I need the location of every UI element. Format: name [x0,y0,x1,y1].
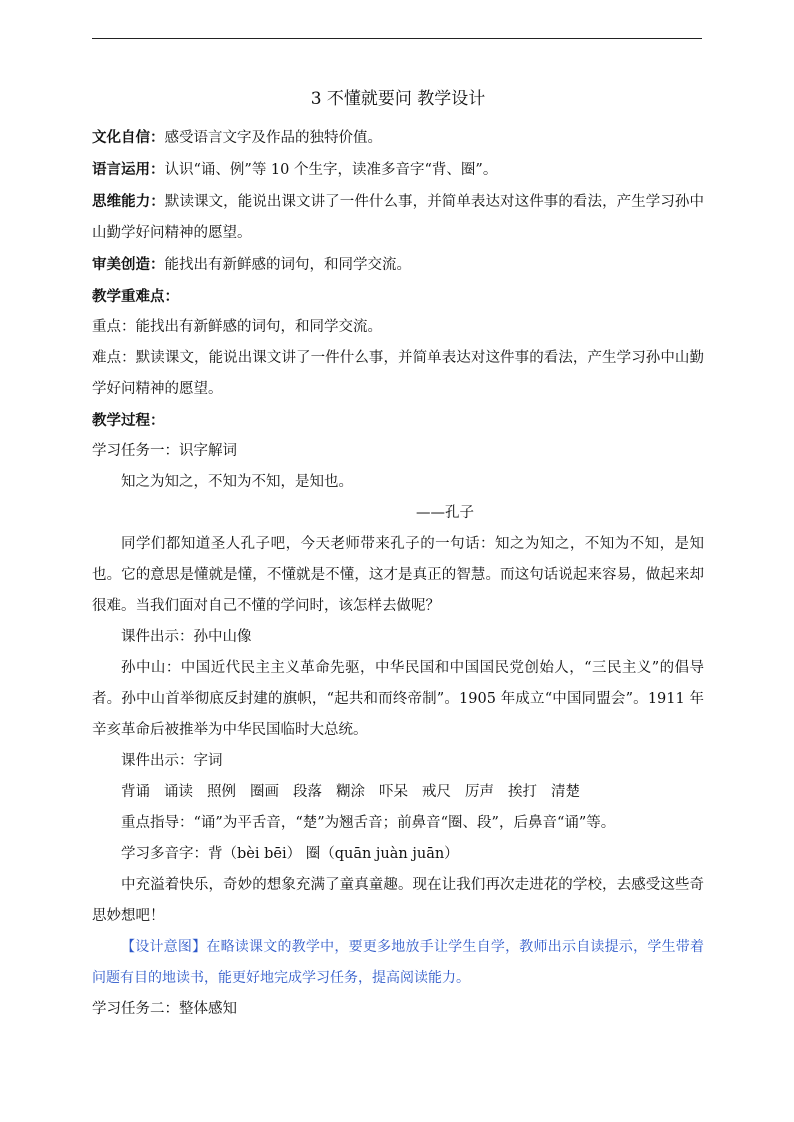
key-points-heading: 教学重难点： [92,288,179,305]
document-title: 3 不懂就要问 教学设计 [310,89,486,109]
word-item: 圈画 [250,784,279,800]
quote: 知之为知之，不知为不知，是知也。 [121,474,353,490]
process-heading: 教学过程： [92,412,165,429]
goal-language [92,154,704,186]
word-item: 段落 [293,784,322,800]
goal-text: 默读课文，能说出课文讲了一件什么事，并简单表达对这件事的看法，产生学习孙中山勤学好问精神的愿望。 [92,194,705,241]
goal-label: 审美创造： [92,256,165,273]
polyphone-line: 学习多音字：背（bèi bēi） 圈（quān juàn juān） [121,846,459,862]
goal-text: 感受语言文字及作品的独特价值。 [164,130,382,146]
word-item: 吓呆 [379,784,408,800]
word-item: 戒尺 [422,784,451,800]
design-intent: 【设计意图】在略读课文的教学中，要更多地放手让学生自学，教师出示自读提示，学生带着问题有目的地读书，能更好地完成学习任务，提高阅读能力。 [92,939,704,986]
goal-label: 文化自信： [92,129,165,146]
difficult-point: 难点：默读课文，能说出课文讲了一件什么事，并简单表达对这件事的看法，产生学习孙中山勤学好问精神的愿望。 [92,350,704,397]
paragraph-sun: 孙中山：中国近代民主主义革命先驱，中华民国和中国国民党创始人，“三民主义”的倡导者。孙中山首举彻底反封建的旗帜，“起共和而终帝制”。1905 年成立“中国同盟会”。1911 年辛亥革命后被推举为中华民国临时大总统。 [92,660,704,738]
header-rule [92,38,702,39]
word-item: 照例 [207,784,236,800]
word-item: 糊涂 [336,784,365,800]
goal-text: 能找出有新鲜感的词句，和同学交流。 [164,257,411,273]
goal-thinking [92,186,704,249]
task1-title: 学习任务一：识字解词 [92,443,237,459]
word-item: 挨打 [508,784,537,800]
task2-title: 学习任务二：整体感知 [92,1001,237,1017]
document-body [92,86,704,1025]
show-words: 课件出示：字词 [121,753,223,769]
paragraph-joy: 中充溢着快乐，奇妙的想象充满了童真童趣。现在让我们再次走进花的学校，去感受这些奇思妙想吧！ [92,877,704,924]
word-item: 背诵 [121,784,150,800]
key-point: 重点：能找出有新鲜感的词句，和同学交流。 [92,319,382,335]
goal-culture [92,122,704,154]
goal-label: 语言运用： [92,161,165,178]
word-item: 诵读 [164,784,193,800]
quote-source: ——孔子 [416,505,474,521]
goal-aesthetic [92,249,704,281]
word-item: 清楚 [551,784,580,800]
word-list [92,777,704,808]
pronunciation-guidance: 重点指导：“诵”为平舌音，“楚”为翘舌音；前鼻音“圈、段”，后鼻音“诵”等。 [121,815,616,831]
goal-label: 思维能力： [92,193,165,210]
paragraph-intro: 同学们都知道圣人孔子吧，今天老师带来孔子的一句话：知之为知之，不知为不知，是知也。它的意思是懂就是懂，不懂就是不懂，这才是真正的智慧。而这句话说起来容易，做起来却很难。当我们面对自己不懂的学问时，该怎样去做呢？ [92,536,704,614]
goal-text: 认识“诵、例”等 10 个生字，读准多音字“背、圈”。 [164,162,498,178]
show-portrait: 课件出示：孙中山像 [121,629,252,645]
word-item: 厉声 [465,784,494,800]
